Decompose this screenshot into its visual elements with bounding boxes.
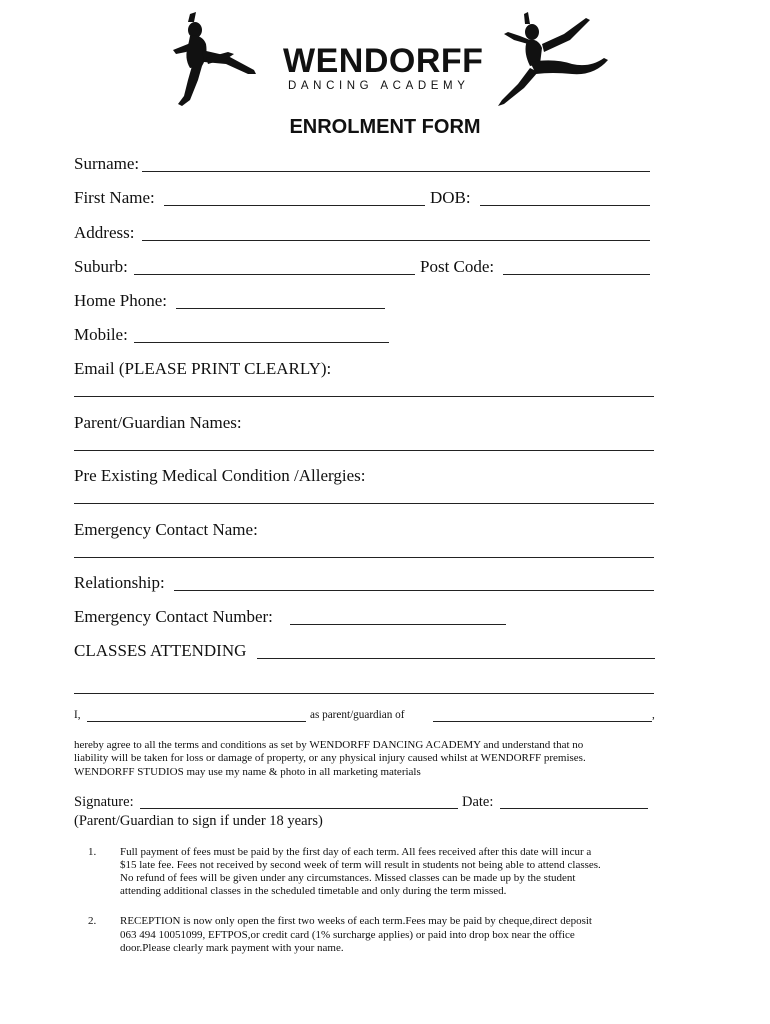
- note-1-line-1: Full payment of fees must be paid by the first day of each term. All fees received after this date will incur a: [120, 846, 592, 858]
- agreement-comma: ,: [652, 709, 655, 721]
- surname-label: Surname:: [74, 154, 140, 173]
- brand-name: WENDORFF: [283, 42, 484, 80]
- mobile-field[interactable]: [134, 342, 389, 343]
- agreement-i-label: I,: [74, 709, 81, 721]
- agreement-child-field[interactable]: [433, 721, 652, 722]
- brand-subtitle: DANCING ACADEMY: [288, 80, 470, 92]
- note-1-line-3: No refund of fees will be given under any circumstances. Missed classes can be made up by the student: [120, 872, 576, 884]
- suburb-label: Suburb:: [74, 257, 128, 276]
- parent-names-field[interactable]: [74, 450, 654, 451]
- classes-field[interactable]: [257, 658, 655, 659]
- dancer-leap-icon: [168, 10, 260, 108]
- suburb-field[interactable]: [134, 274, 415, 275]
- emergency-number-label: Emergency Contact Number:: [74, 607, 273, 626]
- signature-note: (Parent/Guardian to sign if under 18 years): [74, 813, 323, 829]
- address-field[interactable]: [142, 240, 650, 241]
- note-1-line-4: attending additional classes in the scheduled timetable and only during the term missed.: [120, 885, 507, 897]
- note-1-line-2: $15 late fee. Fees not received by second week of term will result in students not being able to attend classes.: [120, 859, 601, 871]
- medical-label: Pre Existing Medical Condition /Allergies:: [74, 466, 366, 485]
- home-phone-label: Home Phone:: [74, 291, 168, 310]
- home-phone-field[interactable]: [176, 308, 385, 309]
- first-name-field[interactable]: [164, 205, 425, 206]
- note-1-number: 1.: [88, 846, 97, 858]
- note-2-line-2: 063 494 10051099, EFTPOS,or credit card (1% surcharge applies) or paid into drop box near the office: [120, 929, 575, 941]
- parent-names-label: Parent/Guardian Names:: [74, 413, 242, 432]
- email-label: Email (PLEASE PRINT CLEARLY):: [74, 359, 332, 378]
- emergency-name-field[interactable]: [74, 557, 654, 558]
- first-name-label: First Name:: [74, 188, 155, 207]
- date-label: Date:: [462, 794, 494, 810]
- agreement-text-line-2: liability will be taken for loss or damage of property, or any physical injury caused whilst at WENDORFF premises.: [74, 752, 586, 764]
- agreement-text-line-3: WENDORFF STUDIOS may use my name & photo in all marketing materials: [74, 766, 421, 778]
- dob-label: DOB:: [430, 188, 471, 207]
- classes-label: CLASSES ATTENDING: [74, 641, 247, 660]
- emergency-name-label: Emergency Contact Name:: [74, 520, 258, 539]
- emergency-number-field[interactable]: [290, 624, 506, 625]
- signature-field[interactable]: [140, 808, 458, 809]
- form-title: ENROLMENT FORM: [289, 116, 481, 138]
- email-field[interactable]: [74, 396, 654, 397]
- date-field[interactable]: [500, 808, 648, 809]
- note-2-line-3: door.Please clearly mark payment with your name.: [120, 942, 344, 954]
- agreement-name-field[interactable]: [87, 721, 306, 722]
- post-code-field[interactable]: [503, 274, 650, 275]
- relationship-label: Relationship:: [74, 573, 165, 592]
- mobile-label: Mobile:: [74, 325, 128, 344]
- relationship-field[interactable]: [174, 590, 654, 591]
- surname-field[interactable]: [142, 171, 650, 172]
- dob-field[interactable]: [480, 205, 650, 206]
- address-label: Address:: [74, 223, 135, 242]
- agreement-parent-of-label: as parent/guardian of: [310, 709, 405, 721]
- note-2-number: 2.: [88, 915, 97, 927]
- signature-label: Signature:: [74, 794, 134, 810]
- medical-field[interactable]: [74, 503, 654, 504]
- post-code-label: Post Code:: [420, 257, 495, 276]
- note-2-line-1: RECEPTION is now only open the first two weeks of each term.Fees may be paid by cheque,direct deposit: [120, 915, 592, 927]
- classes-field-line-2[interactable]: [74, 693, 654, 694]
- agreement-text-line-1: hereby agree to all the terms and conditions as set by WENDORFF DANCING ACADEMY and understand that no: [74, 739, 584, 751]
- ballerina-leap-icon: [494, 12, 610, 108]
